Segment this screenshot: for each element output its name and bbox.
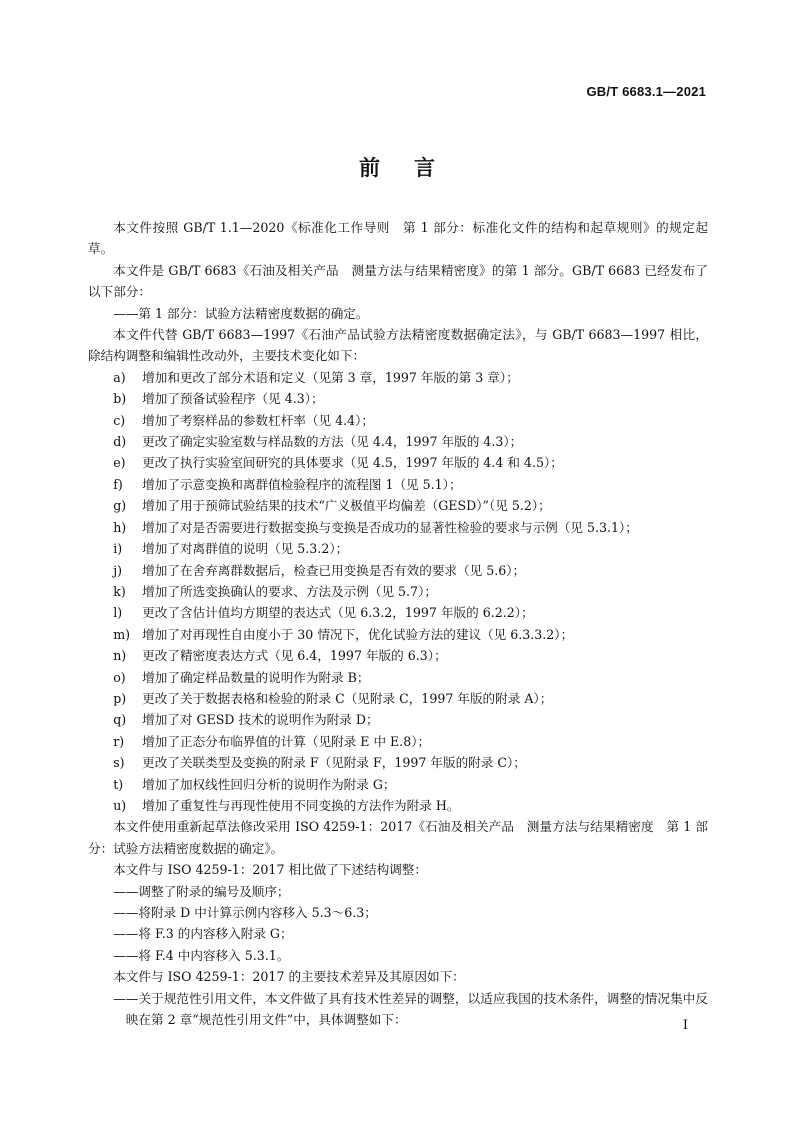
paragraph-replaces: 本文件代替 GB/T 6683—1997《石油产品试验方法精密度数据确定法》，与 GB/T 6683—1997 相比，除结构调整和编辑性改动外，主要技术变化如下：: [88, 327, 708, 364]
list-item-label: p): [113, 690, 127, 706]
list-item-text: 增加了对再现性自由度小于 30 情况下，优化试验方法的建议（见 6.3.3.2）；: [142, 626, 574, 642]
list-item-label: t): [113, 776, 124, 792]
list-item-text: 增加了加权线性回归分析的说明作为附录 G；: [142, 776, 396, 792]
list-item-label: c): [113, 412, 126, 428]
list-item-label: h): [113, 519, 127, 535]
list-item-label: a): [113, 369, 126, 385]
list-item: [88, 795, 708, 816]
list-item-label: f): [113, 476, 123, 492]
paragraph-series-part: 本文件是 GB/T 6683《石油及相关产品 测量方法与结果精密度》的第 1 部分。GB/T 6683 已经发布了以下部分：: [88, 262, 708, 300]
list-item: [88, 367, 708, 388]
page-title: 前言: [359, 156, 469, 180]
list-item-text: 更改了关于数据表格和检验的附录 C（见附录 C，1997 年版的附录 A）；: [142, 690, 553, 706]
list-item-text: 增加了正态分布临界值的计算（见附录 E 中 E.8）；: [142, 733, 431, 749]
list-item-text: 增加了在舍弃离群数据后，检查已用变换是否有效的要求（见 5.6）；: [142, 562, 526, 578]
list-item-text: 更改了执行实验室间研究的具体要求（见 4.5，1997 年版的 4.4 和 4.5）；: [142, 455, 563, 471]
dash-item-f3: ——将 F.3 的内容移入附录 G；: [113, 926, 293, 942]
list-item-text: 增加了对是否需要进行数据变换与变换是否成功的显著性检验的要求与示例（见 5.3.1）；: [142, 519, 638, 535]
list-item-text: 增加了示意变换和离群值检验程序的流程图 1（见 5.1）；: [142, 476, 462, 492]
list-item: [88, 688, 708, 709]
list-item: [88, 774, 708, 795]
list-item-label: l): [113, 605, 123, 621]
page-number: I: [682, 1018, 688, 1033]
list-item-label: b): [113, 391, 127, 407]
list-item-text: 更改了确定实验室数与样品数的方法（见 4.4，1997 年版的 4.3）；: [142, 434, 523, 450]
list-item-text: 增加了预备试验程序（见 4.3）；: [142, 391, 324, 407]
list-item-text: 增加了对离群值的说明（见 5.3.2）；: [142, 541, 349, 557]
paragraph-structure-changes: 本文件与 ISO 4259-1：2017 相比做了下述结构调整：: [113, 862, 427, 878]
list-item: [88, 474, 708, 495]
list-item-text: 更改了精密度表达方式（见 6.4，1997 年版的 6.3）；: [142, 648, 447, 664]
list-item: [88, 538, 708, 559]
list-item-text: 更改了关联类型及变换的附录 F（见附录 F，1997 年版的附录 C）；: [142, 755, 526, 771]
list-item: [88, 731, 708, 752]
list-item-label: e): [113, 455, 126, 471]
dash-item-annex-order: ——调整了附录的编号及顺序；: [113, 883, 290, 899]
list-item: [88, 410, 708, 431]
list-item-label: n): [113, 648, 127, 664]
list-item-text: 更改了含估计值均方期望的表达式（见 6.3.2，1997 年版的 6.2.2）；: [142, 605, 534, 621]
list-item-label: k): [113, 583, 126, 599]
list-item: [88, 709, 708, 730]
list-item-label: q): [113, 712, 127, 728]
dash-item-part-1: ——第 1 部分：试验方法精密度数据的确定。: [113, 305, 369, 321]
technical-changes-list: [88, 367, 708, 817]
list-item: [88, 495, 708, 516]
list-item-label: u): [113, 797, 127, 813]
list-item: [88, 431, 708, 452]
list-item-label: o): [113, 669, 126, 685]
list-item: [88, 581, 708, 602]
list-item-text: 增加了用于预筛试验结果的技术“广义极值平均偏差（GESD）”（见 5.2）；: [142, 498, 551, 514]
list-item: [88, 752, 708, 773]
list-item-text: 增加了所选变换确认的要求、方法及示例（见 5.7）；: [142, 583, 437, 599]
list-item-label: r): [113, 733, 125, 749]
list-item: [88, 645, 708, 666]
list-item-label: s): [113, 755, 125, 771]
dash-item-annex-d: ——将附录 D 中计算示例内容移入 5.3～6.3；: [113, 905, 377, 920]
list-item: [88, 624, 708, 645]
list-item-label: d): [113, 434, 127, 450]
paragraph-adoption: 本文件使用重新起草法修改采用 ISO 4259-1：2017《石油及相关产品 测量方法与结果精密度 第 1 部分：试验方法精密度数据的确定》。: [88, 819, 708, 856]
list-item: [88, 667, 708, 688]
paragraph-drafting-rules: 本文件按照 GB/T 1.1—2020《标准化工作导则 第 1 部分：标准化文件的结构和起草规则》的规定起草。: [88, 220, 708, 257]
list-item-text: 增加了对 GESD 技术的说明作为附录 D；: [142, 712, 379, 728]
list-item: [88, 517, 708, 538]
list-item-label: m): [113, 626, 131, 642]
list-item: [88, 602, 708, 623]
list-item: [88, 560, 708, 581]
dash-item-normative-references: ——关于规范性引用文件，本文件做了具有技术性差异的调整，以适应我国的技术条件，调整的情况集中反映在第 2 章“规范性引用文件”中，具体调整如下：: [113, 990, 708, 1028]
document-body: [88, 217, 708, 1030]
list-item-label: i): [113, 541, 123, 557]
list-item-label: j): [113, 562, 123, 578]
paragraph-technical-differences: 本文件与 ISO 4259-1：2017 的主要技术差异及其原因如下：: [113, 969, 465, 985]
list-item-text: 增加了重复性与再现性使用不同变换的方法作为附录 H。: [142, 797, 460, 813]
list-item-text: 增加和更改了部分术语和定义（见第 3 章，1997 年版的第 3 章）；: [142, 369, 519, 385]
list-item-text: 增加了确定样品数量的说明作为附录 B；: [142, 669, 370, 685]
document-id-header: GB/T 6683.1—2021: [586, 84, 706, 99]
dash-item-f4: ——将 F.4 中内容移入 5.3.1。: [113, 947, 290, 963]
list-item-text: 增加了考察样品的参数杠杆率（见 4.4）；: [142, 412, 374, 428]
list-item: [88, 452, 708, 473]
list-item-label: g): [113, 498, 127, 514]
list-item: [88, 388, 708, 409]
